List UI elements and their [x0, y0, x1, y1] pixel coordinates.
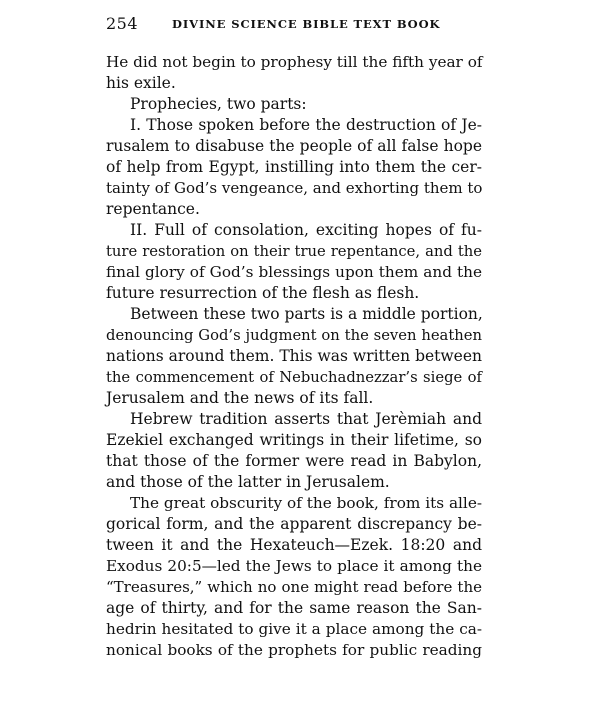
text-line: that those of the former were read in Babylon,: [106, 452, 482, 470]
text-line: He did not begin to prophesy till the fifth year of: [106, 53, 483, 71]
text-line: nonical books of the prophets for public reading: [106, 641, 482, 659]
text-line: II. Full of consolation, exciting hopes of fu-: [130, 221, 482, 239]
body-text: [106, 52, 482, 661]
text-line: final glory of God’s blessings upon them and the: [106, 263, 482, 281]
text-line: The great obscurity of the book, from its alle-: [130, 494, 482, 512]
text-line: Exodus 20:5—led the Jews to place it among the: [106, 557, 482, 575]
text-line: Hebrew tradition asserts that Jerèmiah and: [130, 410, 482, 428]
text-line: Between these two parts is a middle portion,: [130, 305, 483, 323]
text-line: gorical form, and the apparent discrepancy be-: [106, 515, 482, 533]
page-header: [106, 14, 482, 40]
text-line: his exile.: [106, 74, 176, 92]
text-line: rusalem to disabuse the people of all false hope: [106, 137, 482, 155]
text-line: of help from Egypt, instilling into them the cer-: [106, 158, 482, 176]
text-line: ture restoration on their true repentance, and the: [106, 243, 482, 260]
text-line: denouncing God’s judgment on the seven heathen: [106, 327, 482, 344]
text-line: tainty of God’s vengeance, and exhorting them to: [106, 179, 483, 197]
book-page: [106, 14, 482, 661]
text-line: repentance.: [106, 200, 200, 218]
running-head: DIVINE SCIENCE BIBLE TEXT BOOK: [172, 17, 441, 31]
text-line: and those of the latter in Jerusalem.: [106, 473, 390, 491]
text-line: nations around them. This was written between: [106, 347, 482, 365]
text-line: Jerusalem and the news of its fall.: [106, 389, 374, 407]
text-line: age of thirty, and for the same reason the San-: [106, 599, 482, 617]
text-line: “Treasures,” which no one might read before the: [106, 578, 482, 596]
text-line: Prophecies, two parts:: [130, 95, 307, 113]
text-line: hedrin hesitated to give it a place among the ca-: [106, 620, 482, 638]
text-line: future resurrection of the flesh as flesh.: [106, 284, 420, 302]
text-line: Ezekiel exchanged writings in their lifetime, so: [106, 431, 482, 449]
text-line: the commencement of Nebuchadnezzar’s siege of: [106, 369, 482, 386]
text-line: tween it and the Hexateuch—Ezek. 18:20 and: [106, 536, 482, 554]
text-line: I. Those spoken before the destruction of Je-: [130, 116, 482, 134]
page-number: 254: [106, 14, 139, 33]
